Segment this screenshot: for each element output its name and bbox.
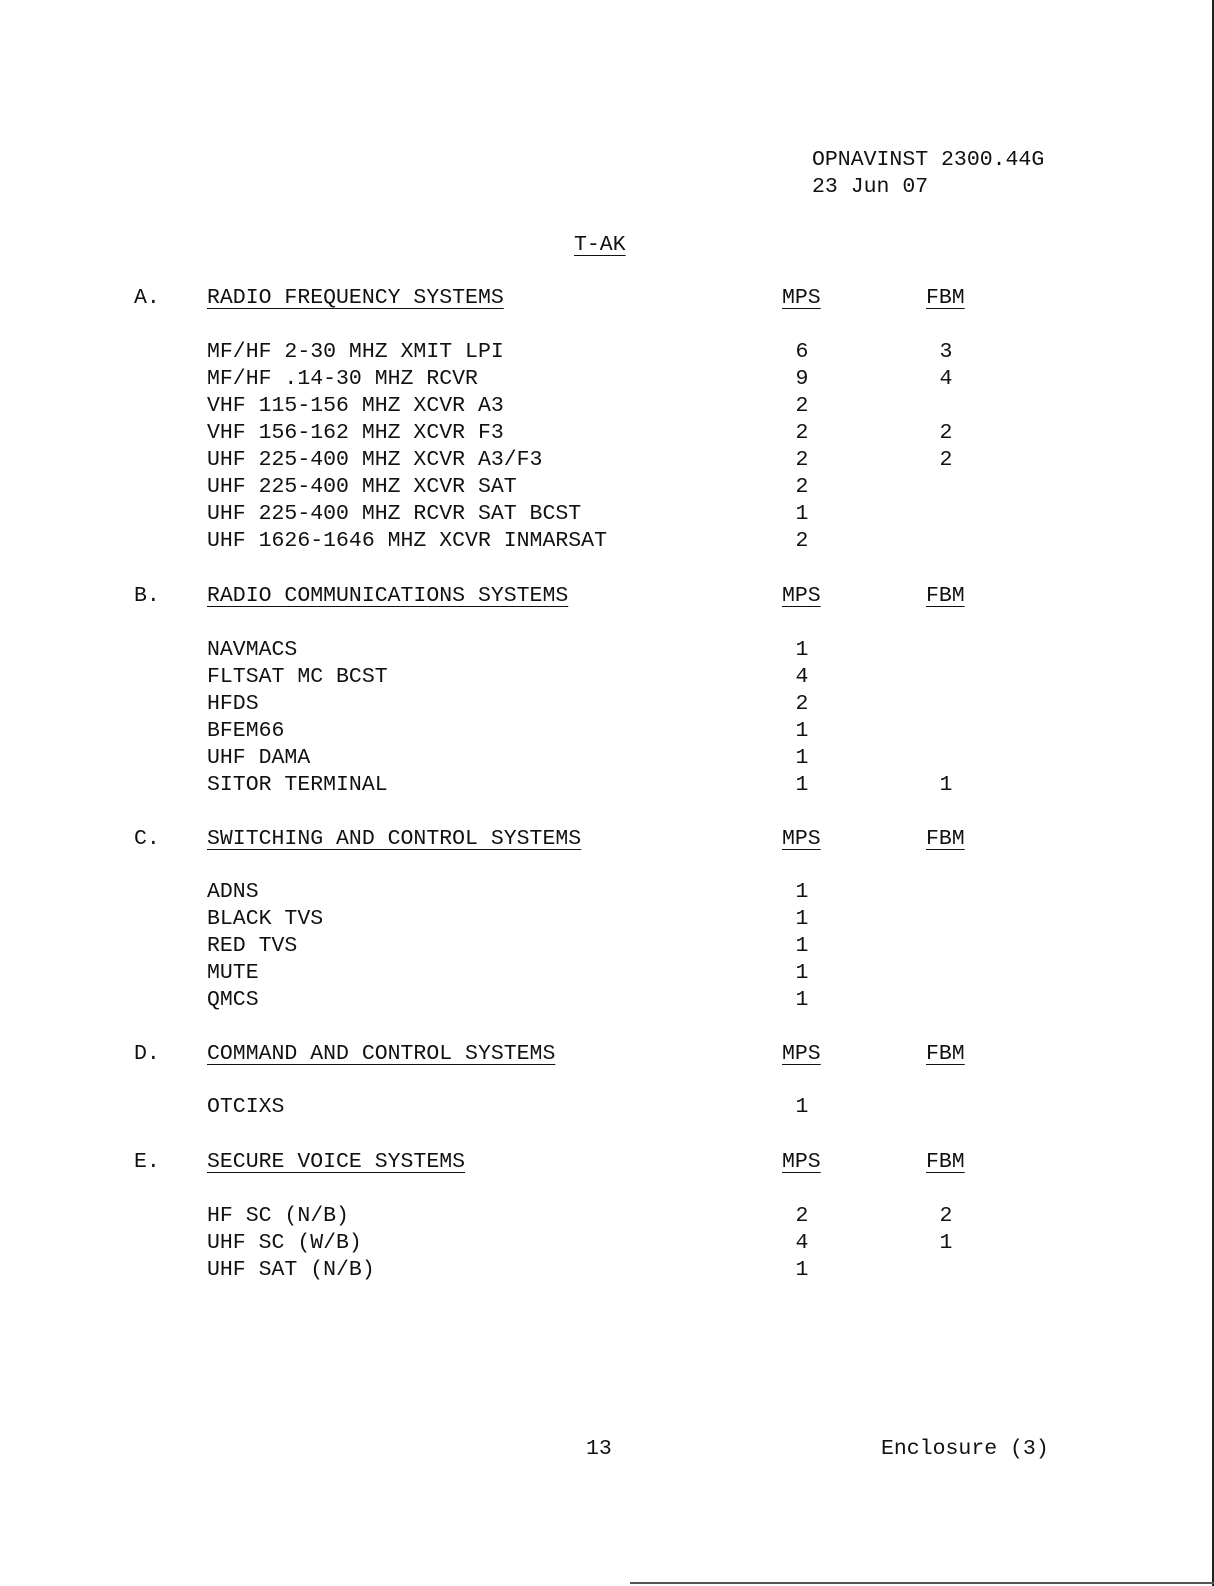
column-header-mps: MPS <box>782 1150 821 1174</box>
column-header-mps: MPS <box>782 1042 821 1066</box>
system-name: HFDS <box>207 692 259 716</box>
mps-value: 9 <box>795 367 809 391</box>
section-letter: E. <box>134 1150 160 1174</box>
column-header-fbm: FBM <box>926 286 965 310</box>
section-letter: D. <box>134 1042 160 1066</box>
system-name: HF SC (N/B) <box>207 1204 349 1228</box>
system-name: VHF 115-156 MHZ XCVR A3 <box>207 394 504 418</box>
system-name: OTCIXS <box>207 1095 285 1119</box>
system-name: UHF 225-400 MHZ XCVR SAT <box>207 475 517 499</box>
system-name: MF/HF .14-30 MHZ RCVR <box>207 367 478 391</box>
mps-value: 1 <box>795 988 809 1012</box>
system-name: NAVMACS <box>207 638 298 662</box>
section-heading: SECURE VOICE SYSTEMS <box>207 1150 466 1174</box>
mps-value: 1 <box>795 880 809 904</box>
mps-value: 1 <box>795 907 809 931</box>
fbm-value: 1 <box>939 773 953 797</box>
mps-value: 1 <box>795 961 809 985</box>
section-letter: B. <box>134 584 160 608</box>
mps-value: 2 <box>795 475 809 499</box>
section-letter: A. <box>134 286 160 310</box>
fbm-value: 2 <box>939 1204 953 1228</box>
system-name: MUTE <box>207 961 259 985</box>
column-header-fbm: FBM <box>926 1150 965 1174</box>
section-heading: SWITCHING AND CONTROL SYSTEMS <box>207 827 582 851</box>
mps-value: 2 <box>795 421 809 445</box>
system-name: SITOR TERMINAL <box>207 773 388 797</box>
system-name: UHF DAMA <box>207 746 311 770</box>
mps-value: 4 <box>795 1231 809 1255</box>
mps-value: 1 <box>795 638 809 662</box>
mps-value: 1 <box>795 746 809 770</box>
fbm-value: 4 <box>939 367 953 391</box>
system-name: BLACK TVS <box>207 907 324 931</box>
mps-value: 2 <box>795 1204 809 1228</box>
page-number: 13 <box>586 1437 612 1461</box>
system-name: BFEM66 <box>207 719 285 743</box>
fbm-value: 1 <box>939 1231 953 1255</box>
enclosure-label: Enclosure (3) <box>881 1437 1049 1461</box>
column-header-fbm: FBM <box>926 1042 965 1066</box>
section-heading: RADIO FREQUENCY SYSTEMS <box>207 286 504 310</box>
column-header-mps: MPS <box>782 286 821 310</box>
fbm-value: 2 <box>939 421 953 445</box>
system-name: ADNS <box>207 880 259 904</box>
column-header-mps: MPS <box>782 584 821 608</box>
mps-value: 1 <box>795 1095 809 1119</box>
system-name: VHF 156-162 MHZ XCVR F3 <box>207 421 504 445</box>
column-header-mps: MPS <box>782 827 821 851</box>
system-name: FLTSAT MC BCST <box>207 665 388 689</box>
mps-value: 2 <box>795 529 809 553</box>
system-name: UHF 225-400 MHZ RCVR SAT BCST <box>207 502 582 526</box>
mps-value: 2 <box>795 394 809 418</box>
section-heading: RADIO COMMUNICATIONS SYSTEMS <box>207 584 569 608</box>
mps-value: 1 <box>795 773 809 797</box>
document-id: OPNAVINST 2300.44G <box>812 148 1045 172</box>
system-name: UHF 1626-1646 MHZ XCVR INMARSAT <box>207 529 607 553</box>
scan-edge-bottom <box>630 1582 1214 1584</box>
fbm-value: 2 <box>939 448 953 472</box>
page-title: T-AK <box>574 233 626 257</box>
section-letter: C. <box>134 827 160 851</box>
mps-value: 2 <box>795 692 809 716</box>
mps-value: 2 <box>795 448 809 472</box>
document-date: 23 Jun 07 <box>812 175 929 199</box>
system-name: RED TVS <box>207 934 298 958</box>
mps-value: 1 <box>795 502 809 526</box>
fbm-value: 3 <box>939 340 953 364</box>
mps-value: 1 <box>795 1258 809 1282</box>
section-heading: COMMAND AND CONTROL SYSTEMS <box>207 1042 556 1066</box>
column-header-fbm: FBM <box>926 827 965 851</box>
mps-value: 6 <box>795 340 809 364</box>
system-name: UHF SAT (N/B) <box>207 1258 375 1282</box>
system-name: UHF SC (W/B) <box>207 1231 362 1255</box>
column-header-fbm: FBM <box>926 584 965 608</box>
system-name: UHF 225-400 MHZ XCVR A3/F3 <box>207 448 543 472</box>
mps-value: 1 <box>795 934 809 958</box>
system-name: QMCS <box>207 988 259 1012</box>
mps-value: 4 <box>795 665 809 689</box>
system-name: MF/HF 2-30 MHZ XMIT LPI <box>207 340 504 364</box>
mps-value: 1 <box>795 719 809 743</box>
